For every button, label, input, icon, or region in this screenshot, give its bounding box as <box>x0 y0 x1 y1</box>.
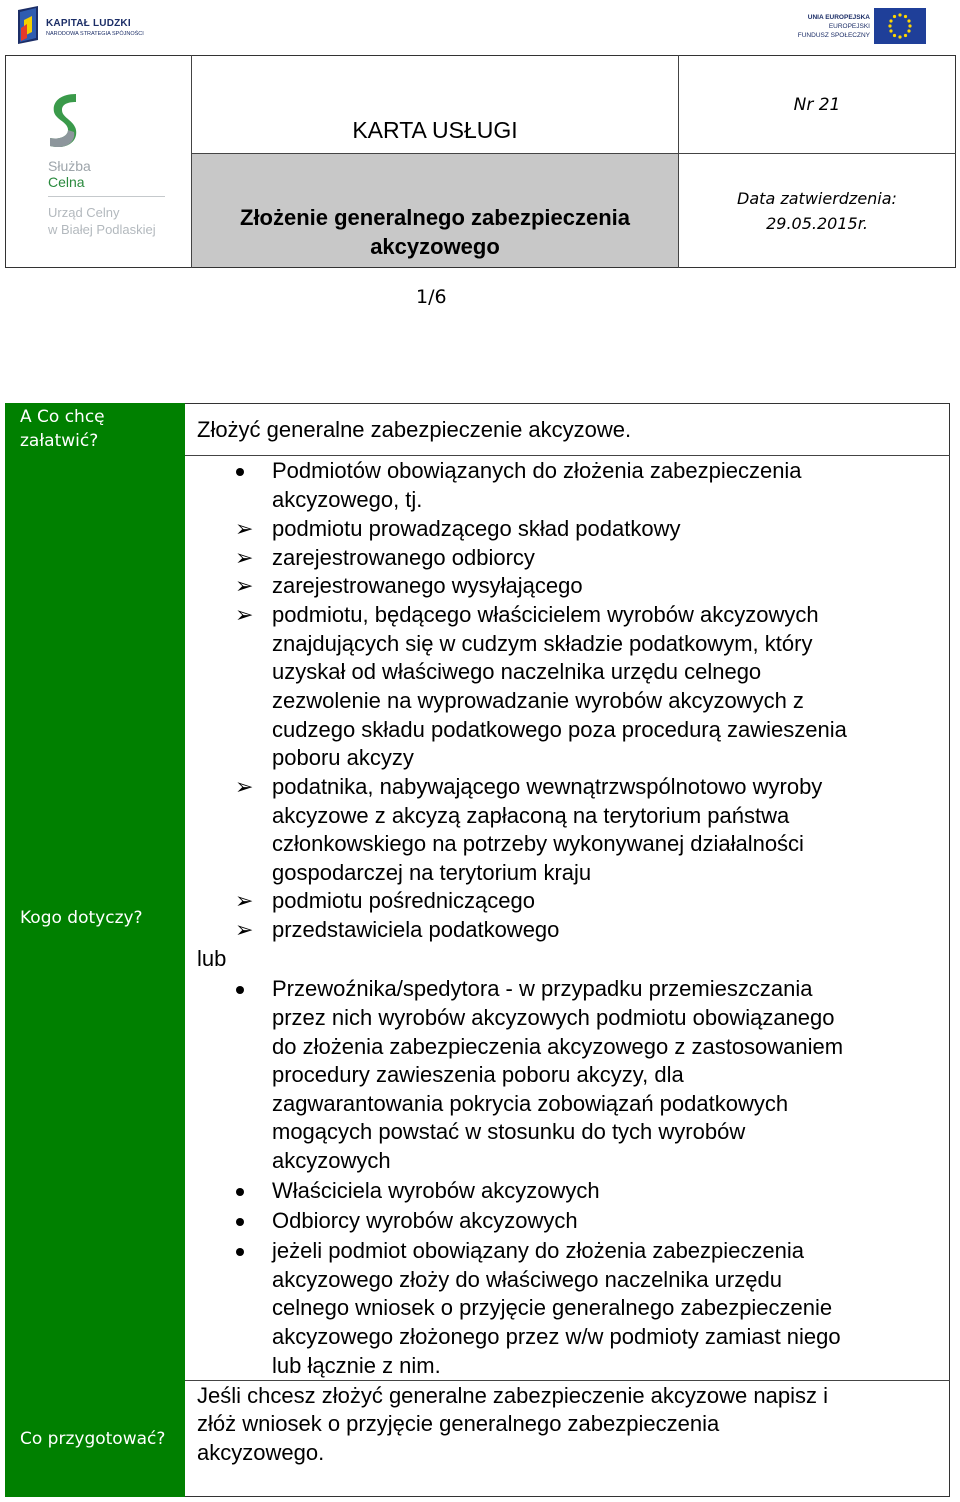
arrow-bullet-icon: ➢ <box>235 516 254 541</box>
arrow-bullet-icon: ➢ <box>235 545 254 570</box>
bullet2-line: akcyzowych <box>272 1148 391 1173</box>
kapital-ludzki-subtitle: NARODOWA STRATEGIA SPÓJNOŚCI <box>46 31 144 37</box>
eu-line3: FUNDUSZ SPOŁECZNY <box>797 32 870 39</box>
kapital-ludzki-title: KAPITAŁ LUDZKI <box>46 18 131 29</box>
bullet4-line: Odbiorcy wyrobów akcyzowych <box>272 1208 578 1233</box>
arrow5-line: gospodarczej na terytorium kraju <box>272 860 592 885</box>
arrow-bullet-icon: ➢ <box>235 917 254 942</box>
bullet-icon <box>236 1218 244 1226</box>
arrow7-line: przedstawiciela podatkowego <box>272 917 560 942</box>
bullet5-line: akcyzowego złoży do właściwego naczelnika urzędu <box>272 1267 782 1292</box>
bullet5-line: jeżeli podmiot obowiązany do złożenia zabezpieczenia <box>272 1238 804 1263</box>
service-title <box>192 154 678 267</box>
sluzba-celna-line1: Służba <box>48 158 91 174</box>
sluzba-celna-line2: Celna <box>48 174 85 190</box>
bullet1-line: Podmiotów obowiązanych do złożenia zabezpieczenia <box>272 458 802 483</box>
bullet1-line: akcyzowego, tj. <box>272 487 423 512</box>
approval-date: 29.05.2015r. <box>766 213 868 233</box>
sidebar <box>5 403 185 1497</box>
arrow5-line: akcyzowe z akcyzą zapłaconą na terytorium państwa <box>272 803 790 828</box>
label-who: Kogo dotyczy? <box>20 908 143 928</box>
service-title-line1: Złożenie generalnego zabezpieczenia <box>240 205 630 230</box>
bullet2-line: Przewoźnika/spedytora - w przypadku przemieszczania <box>272 976 813 1001</box>
bullet-icon <box>236 1248 244 1256</box>
bullet5-line: akcyzowego złożonego przez w/w podmioty zamiast niego <box>272 1324 841 1349</box>
arrow-bullet-icon: ➢ <box>235 888 254 913</box>
approval-label: Data zatwierdzenia: <box>737 188 897 208</box>
arrow6-line: podmiotu pośredniczącego <box>272 888 535 913</box>
bullet2-line: do złożenia zabezpieczenia akcyzowego z zastosowaniem <box>272 1034 844 1059</box>
card-title: KARTA USŁUGI <box>352 117 518 143</box>
arrow4-line: znajdujących się w cudzym składzie podatkowym, który <box>272 631 813 656</box>
bullet3-line: Właściciela wyrobów akcyzowych <box>272 1178 600 1203</box>
arrow-bullet-icon: ➢ <box>235 573 254 598</box>
arrow3-line: zarejestrowanego wysyłającego <box>272 573 583 598</box>
bullet-icon <box>236 1188 244 1196</box>
card-number: Nr 21 <box>793 95 841 115</box>
prepare-line: akcyzowego. <box>197 1440 325 1465</box>
office-name-line2: w Białej Podlaskiej <box>48 222 156 237</box>
eu-fund-logo <box>776 8 926 48</box>
bullet5-line: lub łącznie z nim. <box>272 1353 441 1378</box>
goal-text: Złożyć generalne zabezpieczenie akcyzowe. <box>197 417 632 442</box>
kapital-ludzki-logo <box>16 6 146 46</box>
prepare-line: złóż wniosek o przyjęcie generalnego zabezpieczenia <box>197 1411 720 1436</box>
logo-divider <box>48 196 165 197</box>
page-number: 1/6 <box>416 286 447 308</box>
office-name-line1: Urząd Celny <box>48 205 120 220</box>
sluzba-celna-emblem-icon <box>46 92 82 154</box>
service-title-line2: akcyzowego <box>370 234 500 259</box>
arrow4-line: uzyskał od właściwego naczelnika urzędu celnego <box>272 659 762 684</box>
bullet2-line: procedury zawieszenia poboru akcyzy, dla <box>272 1062 684 1087</box>
arrow-bullet-icon: ➢ <box>235 774 254 799</box>
label-what-line1: A Co chcę <box>20 407 105 427</box>
arrow4-line: podmiotu, będącego właścicielem wyrobów akcyzowych <box>272 602 819 627</box>
kapital-ludzki-emblem-icon <box>16 6 40 44</box>
bullet-icon <box>236 468 244 476</box>
bullet2-line: zagwarantowania pokrycia zobowiązań podatkowych <box>272 1091 789 1116</box>
bullet2-line: przez nich wyrobów akcyzowych podmiotu obowiązanego <box>272 1005 835 1030</box>
bullet5-line: celnego wniosek o przyjęcie generalnego zabezpieczenie <box>272 1295 833 1320</box>
arrow5-line: podatnika, nabywającego wewnątrzwspólnotowo wyroby <box>272 774 823 799</box>
bullet-icon <box>236 986 244 994</box>
bullet2-line: mogących powstać w stosunku do tych wyrobów <box>272 1119 746 1144</box>
arrow4-line: zezwolenie na wyprowadzanie wyrobów akcyzowych z <box>272 688 804 713</box>
arrow-bullet-icon: ➢ <box>235 602 254 627</box>
or-label: lub <box>197 946 227 971</box>
eu-flag-icon <box>874 8 926 44</box>
arrow2-line: zarejestrowanego odbiorcy <box>272 545 535 570</box>
label-what-line2: załatwić? <box>20 431 99 451</box>
arrow5-line: członkowskiego na potrzeby wykonywanej działalności <box>272 831 804 856</box>
eu-line2: EUROPEJSKI <box>828 23 870 30</box>
arrow4-line: cudzego składu podatkowego poza procedurą zawieszenia <box>272 717 847 742</box>
prepare-line: Jeśli chcesz złożyć generalne zabezpieczenie akcyzowe napisz i <box>197 1383 828 1408</box>
approval-date-box <box>679 154 955 267</box>
eu-line1: UNIA EUROPEJSKA <box>807 14 870 21</box>
label-prepare: Co przygotować? <box>20 1429 166 1449</box>
sluzba-celna-logo <box>44 92 174 247</box>
arrow1-line: podmiotu prowadzącego skład podatkowy <box>272 516 681 541</box>
arrow4-line: poboru akcyzy <box>272 745 414 770</box>
